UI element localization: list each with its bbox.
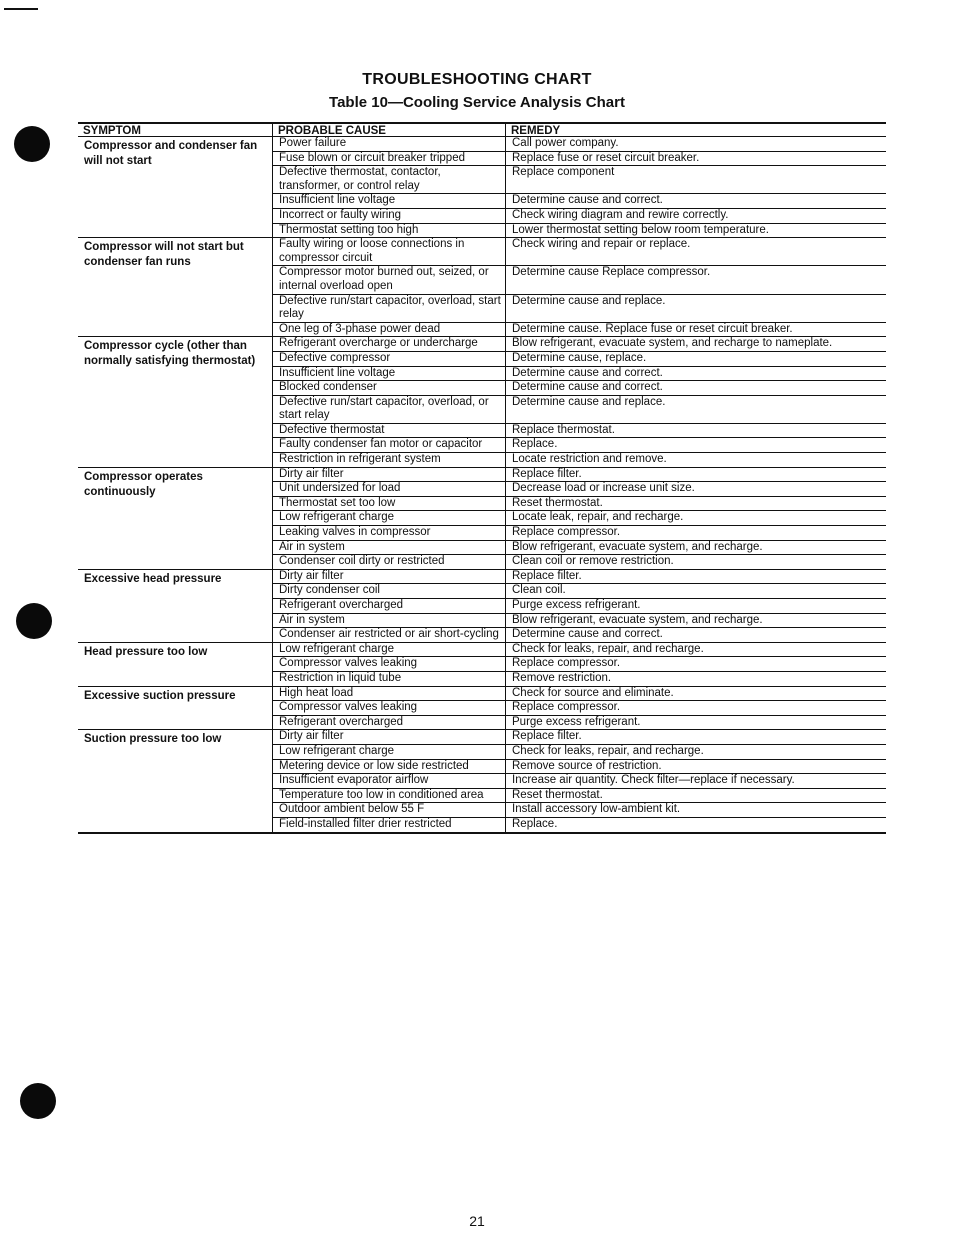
probable-cause-cell: Dirty condenser coil [272, 584, 505, 598]
probable-cause-cell: Temperature too low in conditioned area [272, 789, 505, 803]
probable-cause-cell: Low refrigerant charge [272, 745, 505, 759]
symptom-group [78, 570, 886, 643]
probable-cause-cell: Air in system [272, 541, 505, 555]
probable-cause-cell: Dirty air filter [272, 468, 505, 482]
table-row [272, 423, 886, 438]
cause-remedy-rows [272, 730, 886, 831]
table-row [272, 165, 886, 193]
table-row [272, 366, 886, 381]
table-row [272, 151, 886, 166]
probable-cause-cell: Insufficient evaporator airflow [272, 774, 505, 788]
table-row [272, 540, 886, 555]
probable-cause-cell: Fuse blown or circuit breaker tripped [272, 152, 505, 166]
probable-cause-cell: High heat load [272, 687, 505, 701]
table-row [272, 481, 886, 496]
table-row [272, 452, 886, 467]
remedy-cell: Decrease load or increase unit size. [505, 482, 886, 496]
remedy-cell: Install accessory low-ambient kit. [505, 803, 886, 817]
remedy-cell: Determine cause and correct. [505, 367, 886, 381]
table-row [272, 643, 886, 657]
remedy-cell: Determine cause Replace compressor. [505, 266, 886, 293]
remedy-cell: Replace filter. [505, 570, 886, 584]
remedy-cell: Replace compressor. [505, 657, 886, 671]
table-row [272, 773, 886, 788]
table-row [272, 322, 886, 337]
probable-cause-cell: Dirty air filter [272, 730, 505, 744]
remedy-cell: Remove restriction. [505, 672, 886, 686]
symptom-group [78, 643, 886, 687]
remedy-cell: Lower thermostat setting below room temperature. [505, 224, 886, 238]
cause-remedy-rows [272, 643, 886, 686]
remedy-cell: Determine cause and correct. [505, 628, 886, 642]
remedy-cell: Reset thermostat. [505, 789, 886, 803]
cause-remedy-rows [272, 137, 886, 237]
table-row [272, 570, 886, 584]
table-row [272, 744, 886, 759]
symptom-group [78, 337, 886, 467]
table-row [272, 788, 886, 803]
page-number: 21 [469, 1213, 485, 1229]
symptom-group [78, 238, 886, 337]
symptom-cell: Compressor cycle (other than normally satisfying thermostat) [84, 340, 256, 368]
remedy-cell: Determine cause and correct. [505, 381, 886, 395]
remedy-cell: Determine cause and correct. [505, 194, 886, 208]
table-row [272, 496, 886, 511]
binder-hole-middle [16, 603, 52, 639]
symptom-cell: Suction pressure too low [84, 733, 222, 746]
probable-cause-cell: Dirty air filter [272, 570, 505, 584]
symptom-cell: Compressor operates continuously [84, 470, 203, 498]
remedy-cell: Blow refrigerant, evacuate system, and recharge. [505, 614, 886, 628]
symptom-group [78, 137, 886, 238]
probable-cause-cell: Power failure [272, 137, 505, 151]
probable-cause-cell: Faulty condenser fan motor or capacitor [272, 438, 505, 452]
probable-cause-cell: Condenser coil dirty or restricted [272, 555, 505, 569]
remedy-cell: Increase air quantity. Check filter—replace if necessary. [505, 774, 886, 788]
table-row [272, 468, 886, 482]
remedy-cell: Replace fuse or reset circuit breaker. [505, 152, 886, 166]
table-header-row [78, 122, 886, 137]
cause-remedy-rows [272, 337, 886, 466]
remedy-cell: Check for leaks, repair, and recharge. [505, 643, 886, 657]
remedy-cell: Locate leak, repair, and recharge. [505, 511, 886, 525]
table-row [272, 583, 886, 598]
cause-remedy-rows [272, 570, 886, 642]
remedy-cell: Check for source and eliminate. [505, 687, 886, 701]
probable-cause-cell: Defective thermostat, contactor, transformer, or control relay [272, 166, 505, 193]
table-row [272, 238, 886, 265]
symptom-cell: Excessive suction pressure [84, 689, 236, 702]
probable-cause-cell: Restriction in liquid tube [272, 672, 505, 686]
probable-cause-cell: Thermostat setting too high [272, 224, 505, 238]
probable-cause-cell: Refrigerant overcharge or undercharge [272, 337, 505, 351]
probable-cause-cell: Restriction in refrigerant system [272, 453, 505, 467]
remedy-cell: Purge excess refrigerant. [505, 599, 886, 613]
table-row [272, 510, 886, 525]
remedy-cell: Determine cause, replace. [505, 352, 886, 366]
probable-cause-cell: Low refrigerant charge [272, 511, 505, 525]
remedy-cell: Replace compressor. [505, 701, 886, 715]
remedy-cell: Determine cause and replace. [505, 295, 886, 322]
symptom-group [78, 687, 886, 731]
probable-cause-cell: Leaking valves in compressor [272, 526, 505, 540]
symptom-cell: Excessive head pressure [84, 572, 222, 585]
column-header-probable-cause: PROBABLE CAUSE [272, 124, 505, 136]
table-row [272, 817, 886, 832]
symptom-group [78, 730, 886, 833]
table-caption: Table 10—Cooling Service Analysis Chart [329, 94, 625, 111]
remedy-cell: Determine cause. Replace fuse or reset circuit breaker. [505, 323, 886, 337]
table-row [272, 525, 886, 540]
table-row [272, 351, 886, 366]
probable-cause-cell: Blocked condenser [272, 381, 505, 395]
remedy-cell: Call power company. [505, 137, 886, 151]
cause-remedy-rows [272, 468, 886, 569]
remedy-cell: Check wiring diagram and rewire correctly. [505, 209, 886, 223]
cause-remedy-rows [272, 687, 886, 730]
symptom-cell: Compressor and condenser fan will not start [84, 140, 258, 167]
table-row [272, 208, 886, 223]
remedy-cell: Clean coil or remove restriction. [505, 555, 886, 569]
column-header-remedy: REMEDY [505, 124, 886, 136]
table-row [272, 554, 886, 569]
remedy-cell: Blow refrigerant, evacuate system, and recharge. [505, 541, 886, 555]
table-body [78, 137, 886, 834]
table-row [272, 671, 886, 686]
probable-cause-cell: Defective run/start capacitor, overload, start relay [272, 295, 505, 322]
table-row [272, 337, 886, 351]
remedy-cell: Replace filter. [505, 730, 886, 744]
probable-cause-cell: Field-installed filter drier restricted [272, 818, 505, 832]
table-row [272, 265, 886, 293]
remedy-cell: Replace component [505, 166, 886, 193]
symptom-group [78, 468, 886, 570]
remedy-cell: Locate restriction and remove. [505, 453, 886, 467]
table-row [272, 294, 886, 322]
remedy-cell: Determine cause and replace. [505, 396, 886, 423]
probable-cause-cell: Outdoor ambient below 55 F [272, 803, 505, 817]
probable-cause-cell: One leg of 3-phase power dead [272, 323, 505, 337]
probable-cause-cell: Insufficient line voltage [272, 367, 505, 381]
binder-hole-bottom [20, 1083, 56, 1119]
probable-cause-cell: Compressor valves leaking [272, 701, 505, 715]
probable-cause-cell: Thermostat set too low [272, 497, 505, 511]
probable-cause-cell: Defective run/start capacitor, overload, or start relay [272, 396, 505, 423]
remedy-cell: Check for leaks, repair, and recharge. [505, 745, 886, 759]
remedy-cell: Check wiring and repair or replace. [505, 238, 886, 265]
remedy-cell: Replace thermostat. [505, 424, 886, 438]
remedy-cell: Replace filter. [505, 468, 886, 482]
symptom-cell: Compressor will not start but condenser fan runs [84, 241, 244, 269]
symptom-cell: Head pressure too low [84, 645, 208, 658]
probable-cause-cell: Low refrigerant charge [272, 643, 505, 657]
probable-cause-cell: Faulty wiring or loose connections in compressor circuit [272, 238, 505, 265]
table-row [272, 687, 886, 701]
cooling-service-analysis-table [78, 122, 886, 834]
probable-cause-cell: Insufficient line voltage [272, 194, 505, 208]
probable-cause-cell: Defective compressor [272, 352, 505, 366]
remedy-cell: Blow refrigerant, evacuate system, and recharge to nameplate. [505, 337, 886, 351]
table-row [272, 730, 886, 744]
probable-cause-cell: Unit undersized for load [272, 482, 505, 496]
corner-scan-mark [4, 8, 38, 10]
table-row [272, 437, 886, 452]
table-row [272, 700, 886, 715]
probable-cause-cell: Refrigerant overcharged [272, 599, 505, 613]
column-header-symptom: SYMPTOM [83, 125, 141, 137]
binder-hole-top [14, 126, 50, 162]
table-row [272, 137, 886, 151]
page-title: TROUBLESHOOTING CHART [362, 71, 592, 88]
remedy-cell: Replace. [505, 818, 886, 832]
probable-cause-cell: Metering device or low side restricted [272, 760, 505, 774]
probable-cause-cell: Refrigerant overcharged [272, 716, 505, 730]
table-row [272, 193, 886, 208]
table-row [272, 802, 886, 817]
cause-remedy-rows [272, 238, 886, 336]
table-row [272, 395, 886, 423]
probable-cause-cell: Air in system [272, 614, 505, 628]
remedy-cell: Replace. [505, 438, 886, 452]
remedy-cell: Replace compressor. [505, 526, 886, 540]
table-row [272, 656, 886, 671]
probable-cause-cell: Incorrect or faulty wiring [272, 209, 505, 223]
remedy-cell: Clean coil. [505, 584, 886, 598]
probable-cause-cell: Compressor valves leaking [272, 657, 505, 671]
table-row [272, 715, 886, 730]
remedy-cell: Purge excess refrigerant. [505, 716, 886, 730]
table-row [272, 598, 886, 613]
remedy-cell: Reset thermostat. [505, 497, 886, 511]
probable-cause-cell: Compressor motor burned out, seized, or internal overload open [272, 266, 505, 293]
remedy-cell: Remove source of restriction. [505, 760, 886, 774]
probable-cause-cell: Condenser air restricted or air short-cycling [272, 628, 505, 642]
table-row [272, 613, 886, 628]
table-row [272, 380, 886, 395]
table-row [272, 223, 886, 238]
table-row [272, 627, 886, 642]
probable-cause-cell: Defective thermostat [272, 424, 505, 438]
table-row [272, 759, 886, 774]
